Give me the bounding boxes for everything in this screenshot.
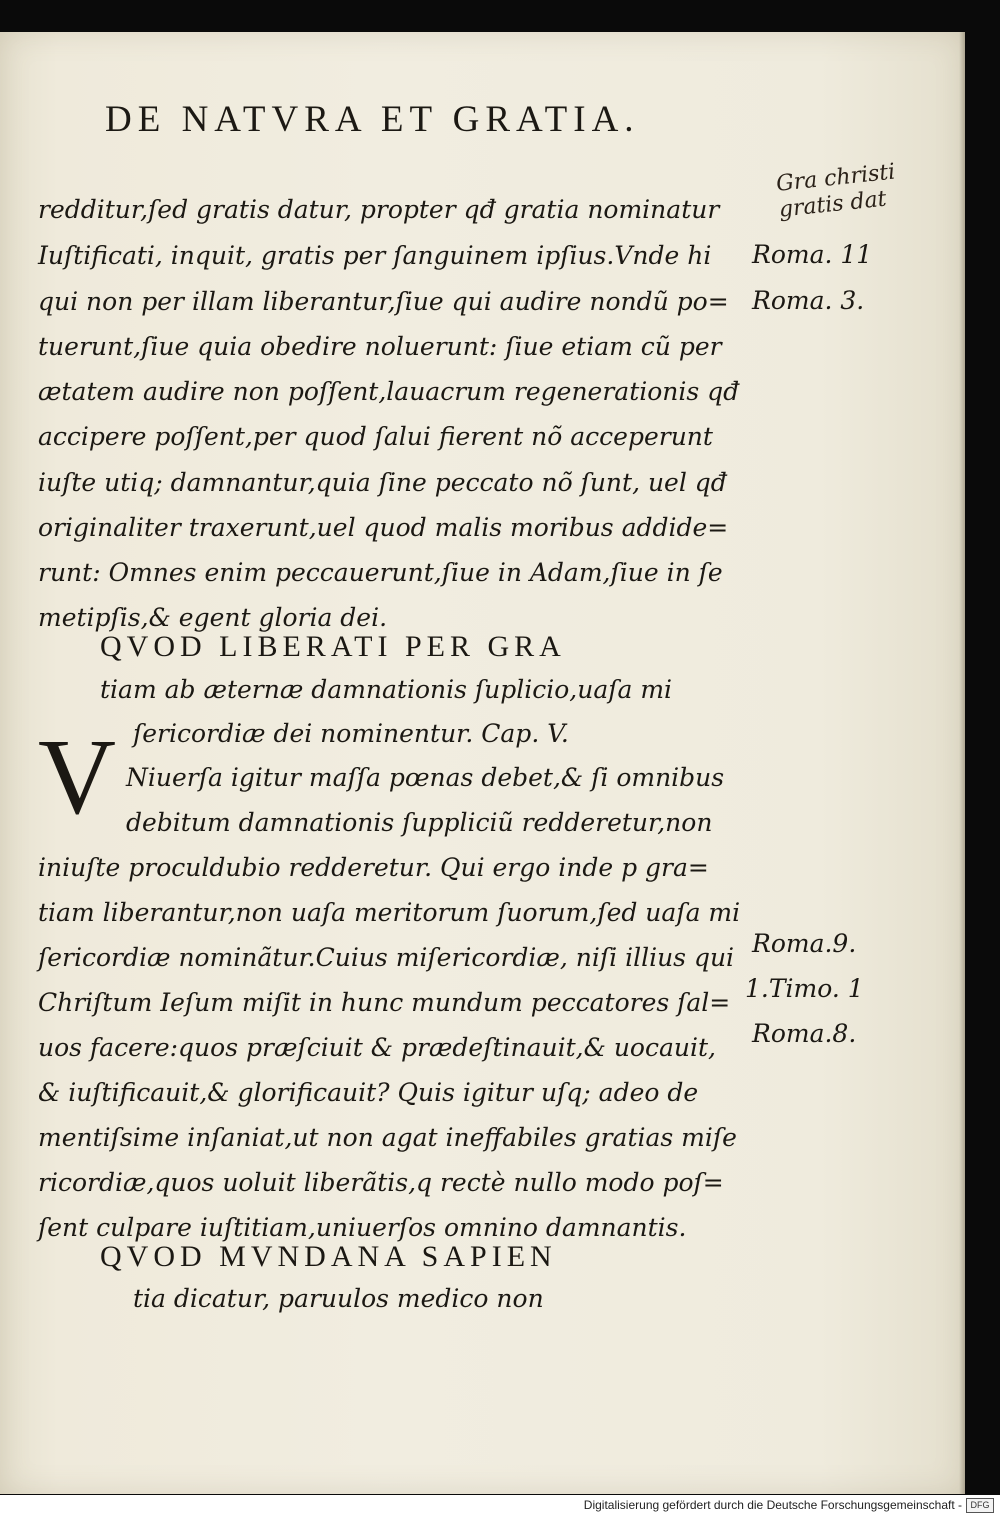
running-head: DE NATVRA ET GRATIA. xyxy=(105,99,640,140)
drop-cap-initial: V xyxy=(38,718,116,837)
marginal-reference-roma-11: Roma. 11 xyxy=(752,240,873,269)
marginal-reference-roma-8: Roma.8. xyxy=(752,1019,857,1048)
chapter-line: Niuerſa igitur maſſa pœnas debet,& ſi omnibus xyxy=(126,763,725,792)
chapter-line: ſent culpare iuſtitiam,uniuerſos omnino damnantis. xyxy=(38,1213,687,1242)
body-line: redditur,ſed gratis datur, propter qđ gratia nominatur xyxy=(38,195,720,224)
body-line: iuſte utiq; damnantur,quia ſine peccato nõ ſunt, uel qđ xyxy=(38,468,727,497)
body-text xyxy=(38,0,750,1500)
funding-credit: Digitalisierung gefördert durch die Deutsche Forschungsgemeinschaft - xyxy=(583,1498,962,1512)
body-line: ætatem audire non poſſent,lauacrum regenerationis qđ xyxy=(38,377,740,406)
chapter-heading-2-line-2: tia dicatur, paruulos medico non xyxy=(133,1284,544,1313)
chapter-line: mentiſsime inſaniat,ut non agat ineffabiles gratias miſe xyxy=(38,1123,737,1152)
chapter-line: ricordiæ,quos uoluit liberãtis,q rectè nullo modo poſ= xyxy=(38,1168,724,1197)
chapter-heading-1-line-2: tiam ab æternæ damnationis ſuplicio,uaſa mi xyxy=(100,675,673,704)
body-line: metipſis,& egent gloria dei. xyxy=(38,603,388,632)
chapter-heading-1-line-3: ſericordiæ dei nominentur. Cap. V. xyxy=(133,719,569,748)
handwritten-note-line-2: gratis dat xyxy=(777,186,888,223)
chapter-line: iniuſte proculdubio redderetur. Qui ergo inde p gra= xyxy=(38,853,709,882)
marginal-reference-roma-9: Roma.9. xyxy=(752,929,857,958)
body-line: qui non per illam liberantur,ſiue qui audire nondũ po= xyxy=(38,287,729,316)
body-line: tuerunt,ſiue quia obedire noluerunt: ſiue etiam cũ per xyxy=(38,332,722,361)
body-line: accipere poſſent,per quod ſalui fierent nõ acceperunt xyxy=(38,422,713,451)
body-line: originaliter traxerunt,uel quod malis moribus addide= xyxy=(38,513,729,542)
chapter-heading-2-line-1: QVOD MVNDANA SAPIEN xyxy=(100,1240,557,1273)
chapter-line: uos facere:quos præſciuit & prædeſtinauit,& uocauit, xyxy=(38,1033,716,1062)
handwritten-note-line-1: Gra christi xyxy=(775,159,897,197)
chapter-line: & iuſtificauit,& glorificauit? Quis igitur uſq; adeo de xyxy=(38,1078,699,1107)
body-line: runt: Omnes enim peccauerunt,ſiue in Adam,ſiue in ſe xyxy=(38,558,723,587)
chapter-line: ſericordiæ nominãtur.Cuius miſericordiæ, niſi illius qui xyxy=(38,943,735,972)
chapter-heading-1-line-1: QVOD LIBERATI PER GRA xyxy=(100,630,566,663)
dfg-logo: DFG xyxy=(966,1498,994,1513)
chapter-line: debitum damnationis ſuppliciũ redderetur,non xyxy=(126,808,713,837)
chapter-line: tiam liberantur,non uaſa meritorum ſuorum,ſed uaſa mi xyxy=(38,898,741,927)
page-edge xyxy=(959,32,965,1494)
chapter-line: Chriſtum Ieſum miſit in hunc mundum peccatores ſal= xyxy=(38,988,731,1017)
footer-bar xyxy=(0,1495,1000,1515)
marginal-reference-roma-3: Roma. 3. xyxy=(752,286,865,315)
marginal-reference-timothy: 1.Timo. 1 xyxy=(745,974,864,1003)
body-line: Iuſtificati, inquit, gratis per ſanguinem ipſius.Vnde hi xyxy=(38,241,712,270)
